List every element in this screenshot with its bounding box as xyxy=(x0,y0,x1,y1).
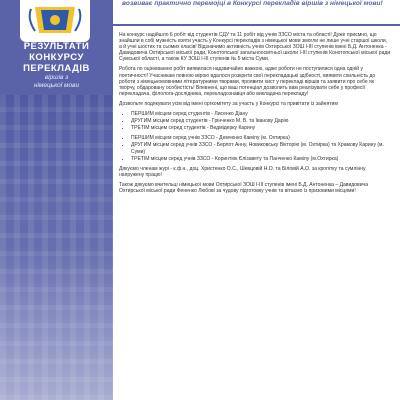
list-item: • ТРЕТІМ місцем серед студентів - Ведмідерку Карину xyxy=(131,125,391,131)
student-winners-list xyxy=(119,111,391,131)
announcement-content xyxy=(119,32,391,396)
panel-title-line: РЕЗУЛЬТАТИ xyxy=(23,41,90,52)
panel-subtitle-line: віршів з xyxy=(44,74,69,81)
list-item: • ДРУГИМ місцем серед студентів - Грінченко М. В. та Іванову Дарію xyxy=(131,118,391,124)
list-item: • ДРУГИМ місцем серед учнів ЗЗСО - Берлот Анну, Новиковську Вікторію (м. Охтирка) та Храмову Карину (м. Суми) xyxy=(131,142,391,154)
paragraph-evaluation: Робота по оцінюванню робіт виявилася надзвичайно важкою, адже роботи не поступилися одна одній у поетичності! Учасникам повною мірою вдалося розкрити свої перекладацькі здібності, виявити схильність до роботи з німецькомовними літературними творами, проявити хист у перекладі віршів та заявити про себе як творчу, обдаровану особистість! Впевнені, що ваш потенціал дозволить вам реалізувати себе у професії перекладача, філолога-дослідника, перекладознавця або викладача перекладу! xyxy=(119,66,376,97)
list-item: • ТРЕТІМ місцем серед учнів ЗЗСО - Коринтюк Єлізавету та Панченко Камілу (м.Охтирка) xyxy=(131,156,391,162)
paragraph-teacher-thanks: Також дякуємо вчительці німецької мови Охтирської ЗОШ І-ІІІ ступенів імені Б.Д. Антоненка – Давидовича Охтирської міської ради Фененко Любові за чудову підготовку учнів та вітаємо із призовими місцями! xyxy=(119,181,368,194)
paragraph-thanks: Дозвольте подякувати усім від імені оргкомітету за участь у Конкурсі та привітати із зайнятим xyxy=(119,100,338,107)
university-crest-logo xyxy=(20,0,90,42)
panel-title-line: КОНКУРСУ xyxy=(29,52,84,63)
panel-subtitle-line: німецької мови xyxy=(33,82,80,89)
crest-icon xyxy=(25,3,85,39)
paragraph-intro: На конкурс надійшло 6 робіт від студентів СДУ та 11 робіт від учнів ЗЗСО міста та області! Дуже приємно, що знайшли в собі мужність взяти участь у Конкурсі перекладів з німецької мови змогли не лише учні старшої школи, а й учні шостих та сьомих класів! Відзначимо активність учнів Охтирської ЗОШ І-ІІІ ступенів імені Б.Д. Антоненка - Давидовича Охтирської міської ради, Конотопської загальноосвітньої школи І-ІІІ ступенів Конотопської міської ради Сумської області, а також КУ ЗОШ І-ІІІ ступенів № 5 міста Суми. xyxy=(119,32,391,63)
panel-title xyxy=(0,41,113,74)
left-banner-panel xyxy=(0,0,113,400)
school-winners-list xyxy=(119,135,391,161)
list-item: • ПЕРШИМ місцем серед учнів ЗЗСО - Демченко Камілу (м. Охтирка) xyxy=(131,135,391,141)
panel-title-line: ПЕРЕКЛАДІВ xyxy=(23,63,90,74)
list-item: • ПЕРШИМ місцем серед студентів - Лисенко Діану xyxy=(131,111,391,117)
header-text: возвиває практично перемоjці в Конкурсі перекладів віршів з німецької мови! xyxy=(122,0,383,7)
paragraph-jury-thanks: Дякуємо членам журі - к.ф.н., доц. Христенко О.С., Шевцовій Н.О. та Біловій А.О. за кропітку та сумлінну напружену працю! xyxy=(119,165,366,178)
panel-subtitle xyxy=(0,74,113,90)
